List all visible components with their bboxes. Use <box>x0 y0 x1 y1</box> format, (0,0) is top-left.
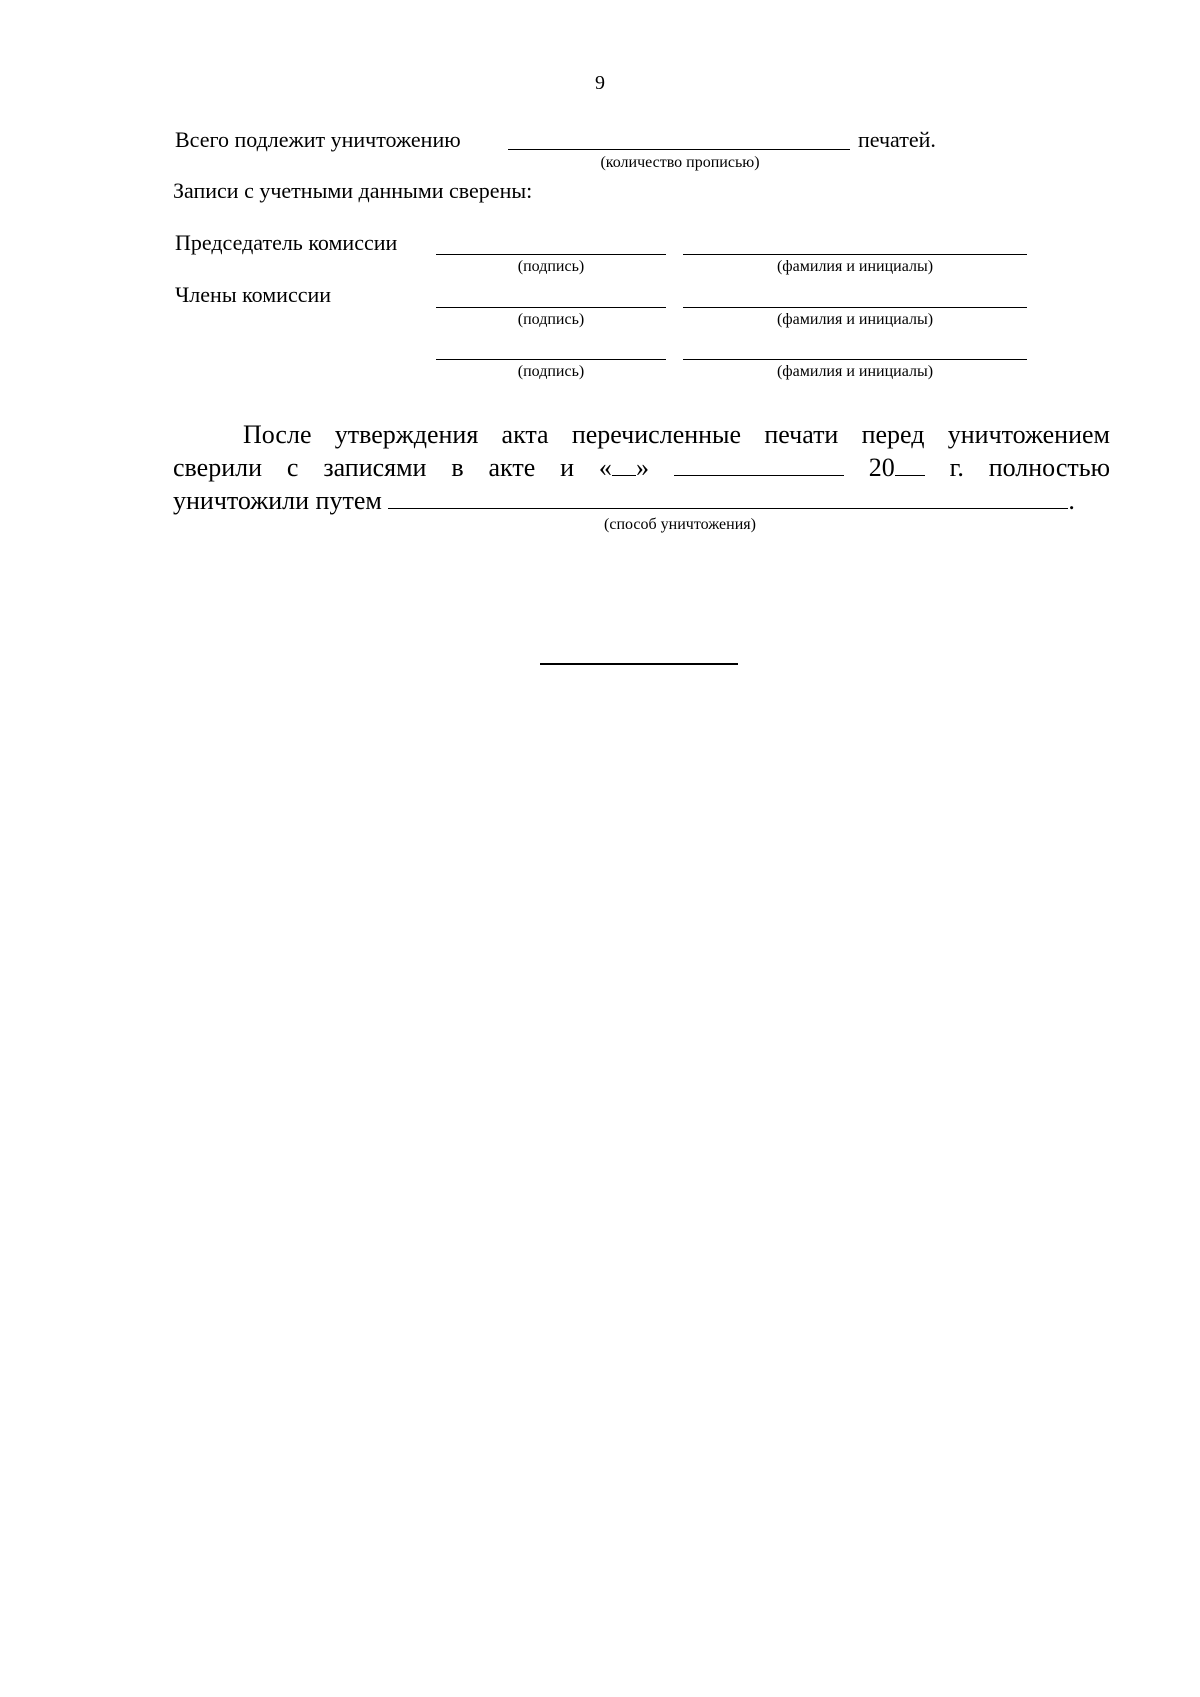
chairman-label: Председатель комиссии <box>175 230 398 255</box>
total-quantity-line <box>508 149 850 150</box>
year-blank <box>895 455 925 476</box>
closing-paragraph <box>173 418 1110 517</box>
closing-line-2: сверили с записями в акте и « » 20 г. полностью <box>173 453 1111 482</box>
chairman-name-line <box>683 254 1027 255</box>
member2-name-caption: (фамилия и инициалы) <box>776 363 934 380</box>
records-verified-text: Записи с учетными данными сверены: <box>173 178 533 203</box>
page-number: 9 <box>595 72 605 94</box>
total-label: Всего подлежит уничтожению <box>175 127 461 152</box>
method-blank <box>388 488 1068 509</box>
chairman-name-caption: (фамилия и инициалы) <box>776 258 934 275</box>
chairman-signature-line <box>436 254 666 255</box>
member2-signature-caption: (подпись) <box>517 363 585 380</box>
month-blank <box>674 455 844 476</box>
closing-line-3: уничтожили путем . <box>173 486 1075 515</box>
member1-name-line <box>683 307 1027 308</box>
day-blank <box>612 455 636 476</box>
members-label: Члены комиссии <box>175 282 332 307</box>
chairman-signature-caption: (подпись) <box>517 258 585 275</box>
member1-signature-line <box>436 307 666 308</box>
end-separator-line <box>540 663 738 665</box>
closing-line-1: После утверждения акта перечисленные печати перед уничтожением <box>243 420 1110 449</box>
member2-name-line <box>683 359 1027 360</box>
member1-name-caption: (фамилия и инициалы) <box>776 311 934 328</box>
total-suffix: печатей. <box>858 127 936 152</box>
method-caption: (способ уничтожения) <box>604 516 756 533</box>
member2-signature-line <box>436 359 666 360</box>
member1-signature-caption: (подпись) <box>517 311 585 328</box>
total-quantity-caption: (количество прописью) <box>600 154 760 171</box>
